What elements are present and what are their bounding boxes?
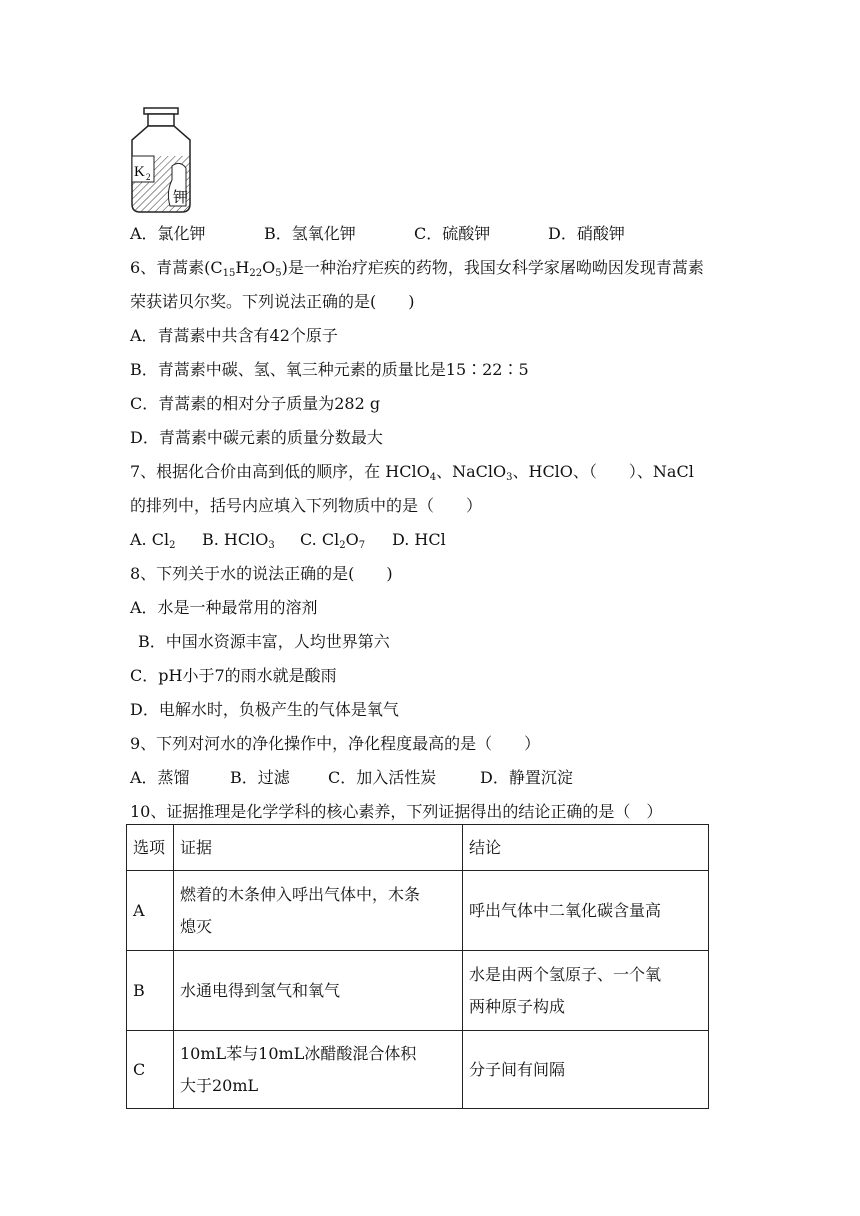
table-header: 结论 <box>463 825 709 871</box>
svg-text:2: 2 <box>146 172 151 182</box>
q6-option-a: A．青蒿素中共含有42个原子 <box>130 326 338 345</box>
q8-option-c: C．pH小于7的雨水就是酸雨 <box>130 666 337 685</box>
q5-options <box>130 224 625 244</box>
q5-option-a: A．氯化钾 <box>130 224 206 243</box>
table-cell-conclusion: 分子间有间隔 <box>463 1031 709 1109</box>
q9-option-c: C．加入活性炭 <box>328 768 437 787</box>
table-cell-option: A <box>127 871 174 951</box>
q8-option-d: D．电解水时，负极产生的气体是氧气 <box>130 700 399 719</box>
table-header: 证据 <box>174 825 463 871</box>
q6-stem-line1: 6、青蒿素$(C_{15}H_{22}O_5)$是一种治疗疟疾的药物，我国女科学家屠呦呦因发现青蒿素 <box>130 258 704 279</box>
bottle-label-k: K <box>134 164 145 180</box>
q6-option-c: C．青蒿素的相对分子质量为282 g <box>130 394 381 413</box>
q6-stem-line2: 荣获诺贝尔奖。下列说法正确的是( ) <box>130 292 415 311</box>
q5-option-c: C．硫酸钾 <box>414 224 491 243</box>
table-row <box>127 871 709 951</box>
q7-stem-line2: 的排列中，括号内应填入下列物质中的是（ ） <box>130 496 483 515</box>
q9-stem: 9、下列对河水的净化操作中，净化程度最高的是（ ） <box>130 734 541 753</box>
svg-text:钾: 钾 <box>173 188 189 206</box>
reagent-bottle-figure <box>126 106 196 214</box>
evidence-table <box>126 824 709 1109</box>
table-cell-evidence: 10mL苯与10mL冰醋酸混合体积 大于20mL <box>174 1031 463 1109</box>
q8-option-b: B．中国水资源丰富，人均世界第六 <box>138 632 390 651</box>
q7-option-d: D. HCl <box>392 530 446 549</box>
table-row <box>127 1031 709 1109</box>
q9-options <box>130 768 573 788</box>
q8-option-a: A．水是一种最常用的溶剂 <box>130 598 318 617</box>
q10-stem: 10、证据推理是化学学科的核心素养，下列证据得出的结论正确的是（ ） <box>130 802 663 821</box>
table-cell-conclusion: 呼出气体中二氧化碳含量高 <box>463 871 709 951</box>
q7-option-c: C. $Cl_2O_7$ <box>300 530 366 551</box>
q7-options <box>130 530 446 550</box>
q7-option-a: A. $Cl_2$ <box>130 530 176 551</box>
q7-option-b: B. HClO$_3$ <box>202 530 275 551</box>
q9-option-b: B．过滤 <box>230 768 290 787</box>
q6-option-d: D．青蒿素中碳元素的质量分数最大 <box>130 428 383 447</box>
table-cell-option: B <box>127 951 174 1031</box>
table-row <box>127 951 709 1031</box>
q8-stem: 8、下列关于水的说法正确的是( ) <box>130 564 393 583</box>
table-header-row <box>127 825 709 871</box>
table-cell-evidence: 水通电得到氢气和氧气 <box>174 951 463 1031</box>
q7-stem-line1: 7、根据化合价由高到低的顺序，在 HClO$_4$、NaClO$_3$、HClO、（ ）、NaCl <box>130 462 694 483</box>
q5-option-d: D．硝酸钾 <box>548 224 625 243</box>
q9-option-a: A．蒸馏 <box>130 768 190 787</box>
q6-option-b: B．青蒿素中碳、氢、氧三种元素的质量比是15∶22∶5 <box>130 360 529 379</box>
q5-option-b: B．氢氧化钾 <box>264 224 356 243</box>
table-cell-conclusion: 水是由两个氢原子、一个氧 两种原子构成 <box>463 951 709 1031</box>
table-cell-option: C <box>127 1031 174 1109</box>
table-cell-evidence: 燃着的木条伸入呼出气体中，木条 熄灭 <box>174 871 463 951</box>
q9-option-d: D．静置沉淀 <box>480 768 573 787</box>
table-header: 选项 <box>127 825 174 871</box>
